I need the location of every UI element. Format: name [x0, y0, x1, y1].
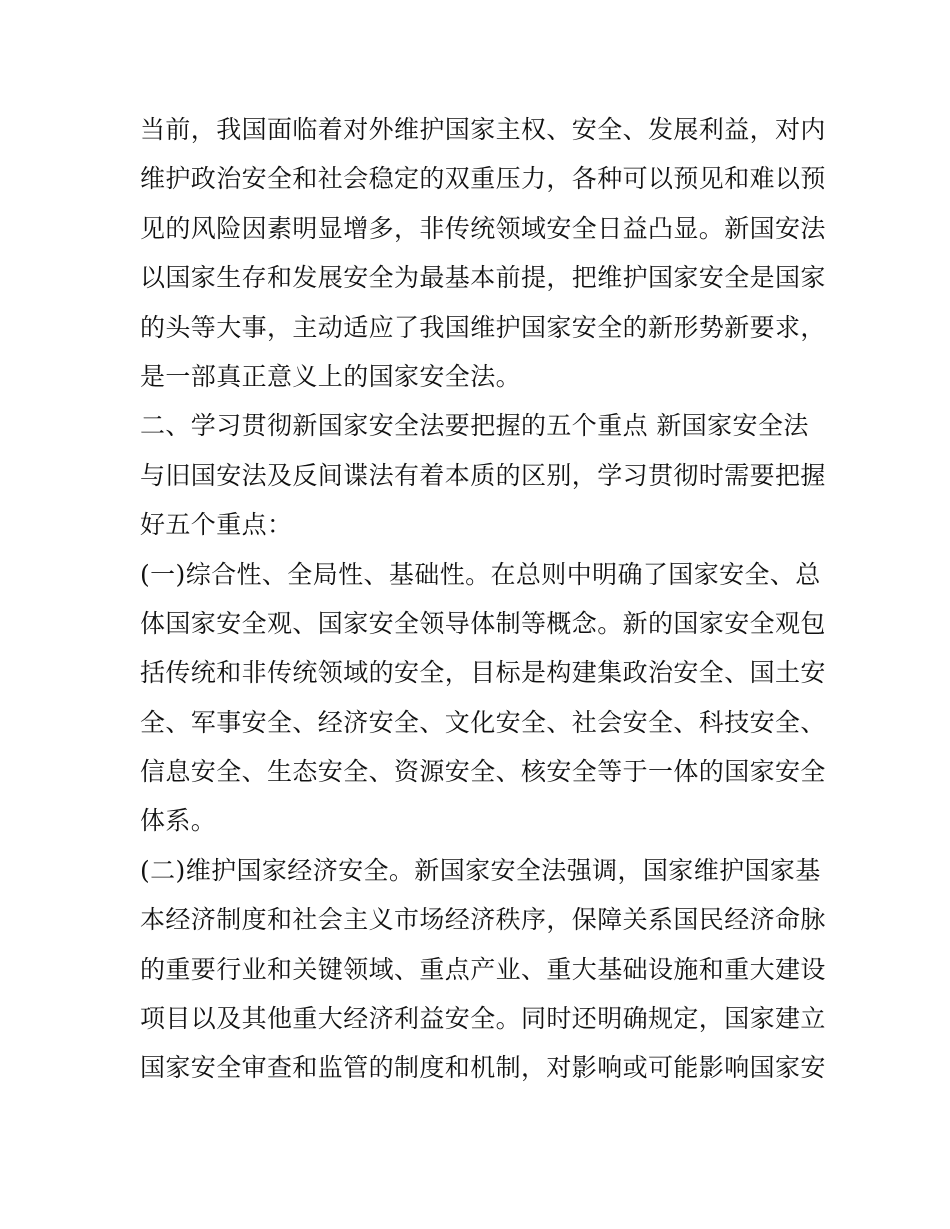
- text-line: 当前，我国面临着对外维护国家主权、安全、发展利益，对内: [140, 115, 826, 144]
- text-line: 体国家安全观、国家安全领导体制等概念。新的国家安全观包: [140, 608, 826, 638]
- text-line: 以国家生存和发展安全为最基本前提，把维护国家安全是国家: [140, 263, 826, 293]
- text-line: 项目以及其他重大经济利益安全。同时还明确规定，国家建立: [140, 1004, 826, 1034]
- text-line: 的头等大事，主动适应了我国维护国家安全的新形势新要求，: [140, 312, 826, 342]
- section-heading-line: 二、学习贯彻新国家安全法要把握的五个重点 新国家安全法: [140, 411, 809, 441]
- text-line: 维护政治安全和社会稳定的双重压力，各种可以预见和难以预: [140, 164, 826, 194]
- text-line: 见的风险因素明显增多，非传统领域安全日益凸显。新国安法: [140, 213, 826, 243]
- item-heading-line: (二)维护国家经济安全。新国家安全法强调，国家维护国家基: [140, 855, 821, 885]
- text-line: 信息安全、生态安全、资源安全、核安全等于一体的国家安全: [140, 757, 826, 787]
- body-text: [140, 105, 826, 1093]
- text-line: 括传统和非传统领域的安全，目标是构建集政治安全、国土安: [140, 658, 826, 688]
- text-line: 与旧国安法及反间谍法有着本质的区别，学习贯彻时需要把握: [140, 460, 826, 490]
- text-line: 好五个重点：: [140, 510, 293, 540]
- text-line: 的重要行业和关键领域、重点产业、重大基础设施和重大建设: [140, 954, 826, 984]
- item-heading-line: (一)综合性、全局性、基础性。在总则中明确了国家安全、总: [140, 559, 821, 589]
- text-line: 本经济制度和社会主义市场经济秩序，保障关系国民经济命脉: [140, 905, 826, 935]
- text-line: 是一部真正意义上的国家安全法。: [140, 361, 522, 391]
- text-line: 全、军事安全、经济安全、文化安全、社会安全、科技安全、: [140, 707, 826, 737]
- text-line: 国家安全审查和监管的制度和机制，对影响或可能影响国家安: [140, 1053, 826, 1083]
- text-line: 体系。: [140, 806, 217, 836]
